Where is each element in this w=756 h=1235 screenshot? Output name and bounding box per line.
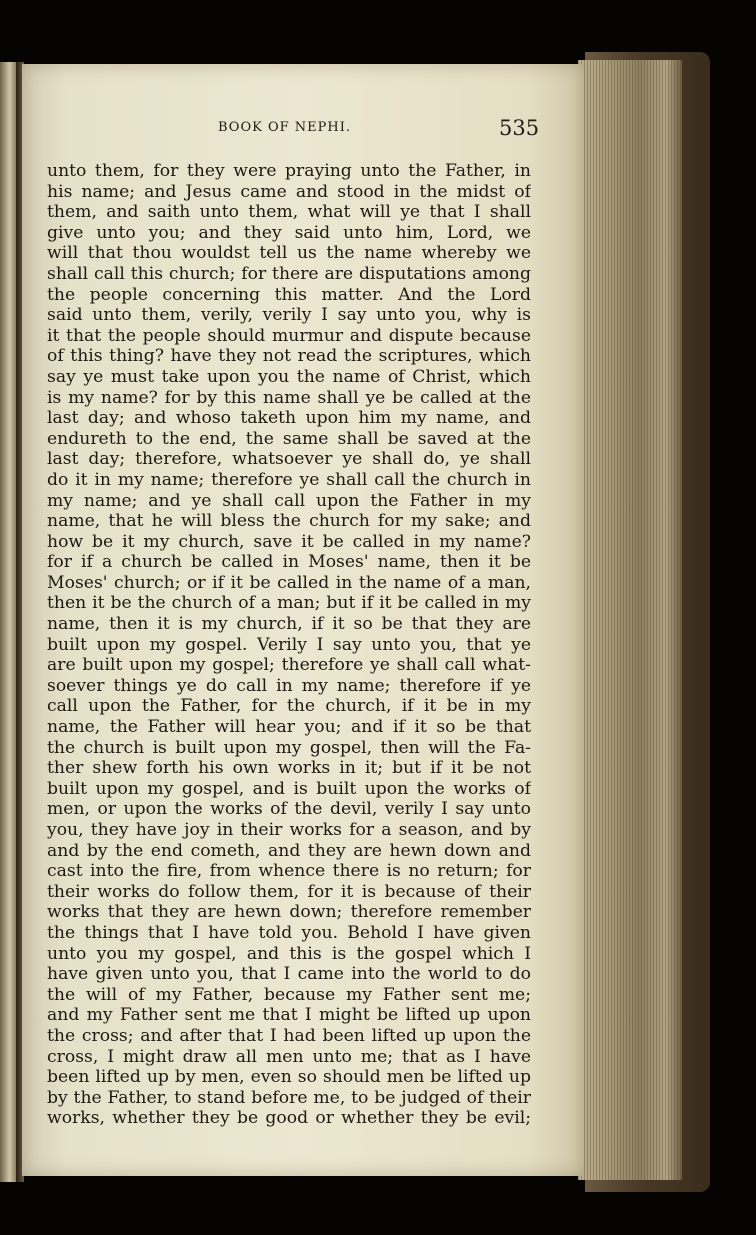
- text-line: men, or upon the works of the devil, verily I say unto: [47, 799, 531, 820]
- text-line: cast into the fire, from whence there is no return; for: [47, 861, 531, 882]
- text-line: it that the people should murmur and dispute because: [47, 325, 531, 346]
- text-line: unto you my gospel, and this is the gospel which I: [47, 943, 531, 964]
- text-line: the will of my Father, because my Father sent me;: [47, 984, 531, 1005]
- text-line: give unto you; and they said unto him, Lord, we: [47, 222, 531, 243]
- running-head: BOOK OF NEPHI.: [218, 120, 351, 135]
- text-line: the cross; and after that I had been lifted up upon the: [47, 1025, 531, 1046]
- text-line: then it be the church of a man; but if it be called in my: [47, 593, 531, 614]
- text-line: Moses' church; or if it be called in the name of a man,: [47, 572, 531, 593]
- text-line: of this thing? have they not read the scriptures, which: [47, 346, 531, 367]
- text-line: endureth to the end, the same shall be saved at the: [47, 428, 531, 449]
- text-line: is my name? for by this name shall ye be called at the: [47, 387, 531, 408]
- text-line: and by the end cometh, and they are hewn down and: [47, 840, 531, 861]
- text-line: and my Father sent me that I might be lifted up upon: [47, 1005, 531, 1026]
- text-line: shall call this church; for there are disputations among: [47, 263, 531, 284]
- text-line: the things that I have told you. Behold I have given: [47, 922, 531, 943]
- page-number: 535: [499, 116, 540, 140]
- text-line: them, and saith unto them, what will ye that I shall: [47, 202, 531, 223]
- text-line: unto them, for they were praying unto the Father, in: [47, 161, 531, 181]
- text-line: are built upon my gospel; therefore ye shall call what-: [47, 655, 531, 676]
- text-line: built upon my gospel, and is built upon the works of: [47, 778, 531, 799]
- text-line: soever things ye do call in my name; therefore if ye: [47, 675, 531, 696]
- text-line: been lifted up by men, even so should men be lifted up: [47, 1067, 531, 1088]
- text-line: built upon my gospel. Verily I say unto you, that ye: [47, 634, 531, 655]
- text-line: have given unto you, that I came into the world to do: [47, 964, 531, 985]
- text-line: last day; therefore, whatsoever ye shall do, ye shall: [47, 449, 531, 470]
- text-line: their works do follow them, for it is because of their: [47, 881, 531, 902]
- text-line: cross, I might draw all men unto me; that as I have: [47, 1046, 531, 1067]
- text-line: my name; and ye shall call upon the Father in my: [47, 490, 531, 511]
- text-line: say ye must take upon you the name of Christ, which: [47, 366, 531, 387]
- text-line: ther shew forth his own works in it; but if it be not: [47, 758, 531, 779]
- text-line: said unto them, verily, verily I say unto you, why is: [47, 305, 531, 326]
- text-line: you, they have joy in their works for a season, and by: [47, 820, 531, 840]
- text-line: last day; and whoso taketh upon him my name, and: [47, 408, 531, 429]
- text-line: how be it my church, save it be called in my name?: [47, 531, 531, 552]
- text-line: do it in my name; therefore ye shall call the church in: [47, 469, 531, 490]
- text-line: the church is built upon my gospel, then will the Fa-: [47, 737, 531, 758]
- text-line: works, whether they be good or whether they be evil;: [47, 1108, 531, 1129]
- text-line: works that they are hewn down; therefore remember: [47, 902, 531, 923]
- page-edges: [578, 60, 682, 1180]
- text-line: name, the Father will hear you; and if it so be that: [47, 717, 531, 738]
- text-line: by the Father, to stand before me, to be judged of their: [47, 1087, 531, 1108]
- text-line: will that thou wouldst tell us the name whereby we: [47, 243, 531, 264]
- text-line: call upon the Father, for the church, if it be in my: [47, 696, 531, 717]
- text-line: name, then it is my church, if it so be that they are: [47, 614, 531, 635]
- text-line: for if a church be called in Moses' name, then it be: [47, 552, 531, 573]
- page-text: [47, 161, 531, 1129]
- text-line: the people concerning this matter. And the Lord: [47, 284, 531, 305]
- text-line: his name; and Jesus came and stood in the midst of: [47, 181, 531, 202]
- text-line: name, that he will bless the church for my sake; and: [47, 511, 531, 532]
